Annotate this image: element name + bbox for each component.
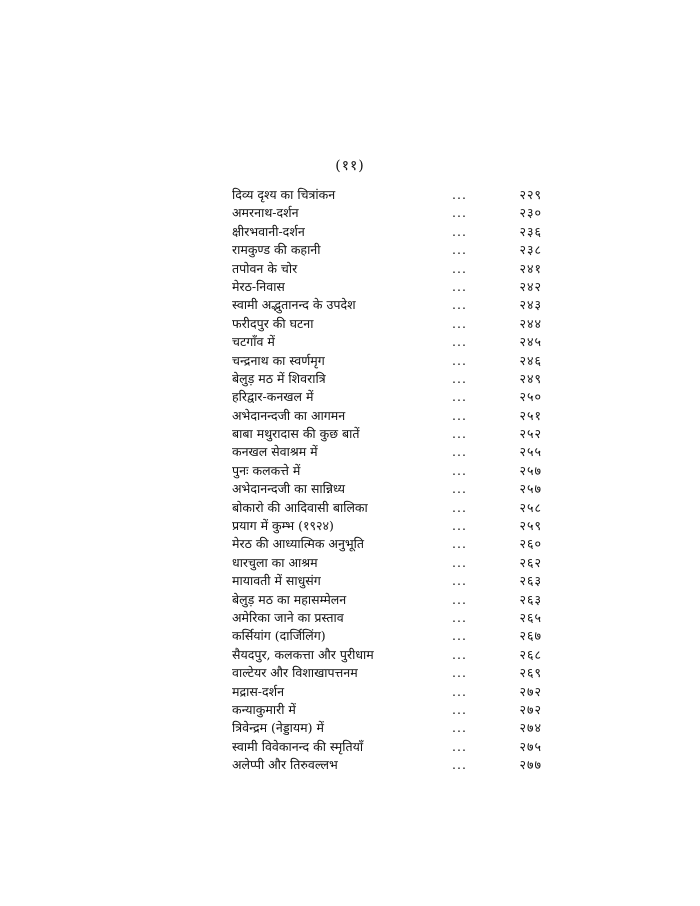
leader-dots: ... xyxy=(452,352,467,368)
entry-title: कनखल सेवाश्रम में xyxy=(232,444,318,460)
leader-dots: ... xyxy=(452,444,467,460)
entry-page: २२९ xyxy=(519,187,542,202)
entry-page: २५२ xyxy=(519,426,542,442)
entry-page: २६९ xyxy=(519,665,542,681)
toc-entry xyxy=(232,370,542,388)
entry-page: २७२ xyxy=(519,701,542,717)
leader-dots: ... xyxy=(452,499,467,515)
entry-page: २४१ xyxy=(519,260,542,276)
leader-dots: ... xyxy=(452,426,467,442)
entry-title: स्वामी अद्भुतानन्द के उपदेश xyxy=(232,297,356,313)
leader-dots: ... xyxy=(452,701,467,717)
toc-entry xyxy=(232,701,542,719)
toc-entry xyxy=(232,186,542,204)
entry-page: २४६ xyxy=(519,352,542,368)
entry-page: २४२ xyxy=(519,278,542,294)
entry-title: बेलुड़ मठ का महासम्मेलन xyxy=(232,591,347,607)
entry-page: २६३ xyxy=(519,573,542,589)
entry-page: २३० xyxy=(519,205,542,221)
leader-dots: ... xyxy=(452,334,467,350)
entry-page: २७४ xyxy=(519,720,542,736)
toc-entry xyxy=(232,554,542,572)
leader-dots: ... xyxy=(452,646,467,662)
leader-dots: ... xyxy=(452,628,467,644)
entry-title: बेलुड़ मठ में शिवरात्रि xyxy=(232,370,326,386)
entry-page: २४४ xyxy=(519,315,542,331)
entry-title: कर्सियांग (दार्जिलिंग) xyxy=(232,628,326,644)
entry-title: बाबा मथुरादास की कुछ बातें xyxy=(232,426,360,442)
table-of-contents xyxy=(232,186,542,775)
entry-title: चटगाँव में xyxy=(232,334,275,350)
toc-entry xyxy=(232,388,542,406)
toc-entry xyxy=(232,223,542,241)
entry-page: २५७ xyxy=(519,462,542,478)
entry-page: २३६ xyxy=(519,223,542,239)
entry-title: मेरठ-निवास xyxy=(232,278,285,294)
toc-entry xyxy=(232,352,542,370)
entry-title: अलेप्पी और तिरुवल्लभ xyxy=(232,757,338,773)
toc-entry xyxy=(232,664,542,682)
entry-title: मेरठ की आध्यात्मिक अनुभूति xyxy=(232,536,365,552)
entry-page: २७५ xyxy=(519,738,542,754)
toc-entry xyxy=(232,407,542,425)
toc-entry xyxy=(232,591,542,609)
toc-entry xyxy=(232,260,542,278)
entry-page: २६८ xyxy=(519,646,542,662)
toc-entry xyxy=(232,535,542,553)
entry-page: २५१ xyxy=(519,407,542,423)
entry-title: तपोवन के चोर xyxy=(232,260,298,276)
entry-title: कन्याकुमारी में xyxy=(232,701,296,717)
entry-title: स्वामी विवेकानन्द की स्मृतियाँ xyxy=(232,738,364,754)
toc-entry xyxy=(232,204,542,222)
entry-title: अभेदानन्दजी का आगमन xyxy=(232,407,346,423)
leader-dots: ... xyxy=(452,407,467,423)
entry-title: बोकारो की आदिवासी बालिका xyxy=(232,499,368,515)
leader-dots: ... xyxy=(452,260,467,276)
toc-entry xyxy=(232,278,542,296)
entry-page: २४९ xyxy=(519,370,542,386)
toc-entry xyxy=(232,719,542,737)
toc-entry xyxy=(232,296,542,314)
leader-dots: ... xyxy=(452,370,467,386)
leader-dots: ... xyxy=(452,297,467,313)
entry-page: २६३ xyxy=(519,591,542,607)
leader-dots: ... xyxy=(452,683,467,699)
entry-page: २६५ xyxy=(519,609,542,625)
entry-page: २४३ xyxy=(519,297,542,313)
toc-entry xyxy=(232,480,542,498)
entry-title: हरिद्वार-कनखल में xyxy=(232,389,314,405)
entry-page: २६२ xyxy=(519,554,542,570)
leader-dots: ... xyxy=(452,518,467,534)
page-number: (११) xyxy=(335,158,365,174)
leader-dots: ... xyxy=(452,205,467,221)
toc-entry xyxy=(232,462,542,480)
entry-page: २७७ xyxy=(519,757,542,773)
toc-entry xyxy=(232,333,542,351)
toc-entry xyxy=(232,609,542,627)
entry-page: २६० xyxy=(519,536,542,552)
leader-dots: ... xyxy=(452,554,467,570)
leader-dots: ... xyxy=(452,609,467,625)
entry-title: प्रयाग में कुम्भ (१९२४) xyxy=(232,518,334,534)
entry-page: २३८ xyxy=(519,242,542,258)
entry-title: सैयदपुर, कलकत्ता और पुरीधाम xyxy=(232,646,374,662)
entry-page: २७२ xyxy=(519,683,542,699)
entry-title: दिव्य दृश्य का चित्रांकन xyxy=(232,187,336,202)
toc-entry xyxy=(232,572,542,590)
toc-entry xyxy=(232,627,542,645)
entry-title: मद्रास-दर्शन xyxy=(232,683,285,699)
entry-page: २६७ xyxy=(519,628,542,644)
leader-dots: ... xyxy=(452,278,467,294)
entry-page: २४५ xyxy=(519,334,542,350)
leader-dots: ... xyxy=(452,573,467,589)
entry-title: मायावती में साधुसंग xyxy=(232,573,321,589)
leader-dots: ... xyxy=(452,315,467,331)
leader-dots: ... xyxy=(452,757,467,773)
entry-title: त्रिवेन्द्रम (नेड्डायम) में xyxy=(232,720,324,736)
toc-entry xyxy=(232,315,542,333)
leader-dots: ... xyxy=(452,481,467,497)
toc-entry xyxy=(232,499,542,517)
leader-dots: ... xyxy=(452,720,467,736)
toc-entry xyxy=(232,241,542,259)
leader-dots: ... xyxy=(452,389,467,405)
entry-title: अमेरिका जाने का प्रस्ताव xyxy=(232,609,344,625)
toc-entry xyxy=(232,683,542,701)
toc-entry xyxy=(232,443,542,461)
leader-dots: ... xyxy=(452,536,467,552)
toc-entry xyxy=(232,517,542,535)
entry-title: रामकुण्ड की कहानी xyxy=(232,242,321,258)
entry-page: २५० xyxy=(519,389,542,405)
leader-dots: ... xyxy=(452,738,467,754)
toc-entry xyxy=(232,756,542,774)
entry-title: पुनः कलकत्ते में xyxy=(232,462,301,478)
leader-dots: ... xyxy=(452,591,467,607)
toc-entry xyxy=(232,646,542,664)
entry-page: २५५ xyxy=(519,444,542,460)
leader-dots: ... xyxy=(452,223,467,239)
leader-dots: ... xyxy=(452,462,467,478)
entry-title: वाल्टेयर और विशाखापत्तनम xyxy=(232,665,358,681)
toc-entry xyxy=(232,738,542,756)
entry-title: क्षीरभवानी-दर्शन xyxy=(232,223,305,239)
entry-title: अमरनाथ-दर्शन xyxy=(232,205,299,221)
entry-page: २५७ xyxy=(519,481,542,497)
entry-title: अभेदानन्दजी का सान्निध्य xyxy=(232,481,345,497)
toc-entry xyxy=(232,425,542,443)
entry-title: फरीदपुर की घटना xyxy=(232,315,314,331)
entry-title: धारचुला का आश्रम xyxy=(232,554,318,570)
leader-dots: ... xyxy=(452,665,467,681)
entry-page: २५८ xyxy=(519,499,542,515)
leader-dots: ... xyxy=(452,187,467,202)
leader-dots: ... xyxy=(452,242,467,258)
entry-page: २५९ xyxy=(519,518,542,534)
entry-title: चन्द्रनाथ का स्वर्णमृग xyxy=(232,352,325,368)
